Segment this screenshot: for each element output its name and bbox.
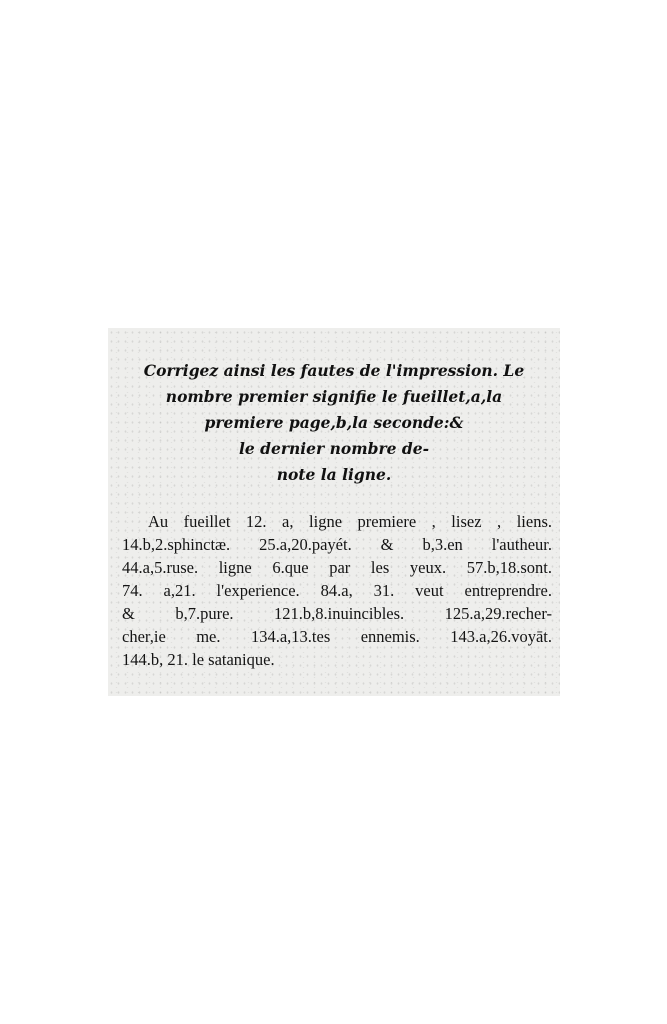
errata-heading <box>108 358 560 488</box>
errata-line: 14.b,2.sphinctæ. 25.a,20.payét. & b,3.en l'autheur. <box>122 535 552 554</box>
errata-line: 74. a,21. l'experience. 84.a, 31. veut entreprendre. <box>122 581 552 600</box>
heading-line: nombre premier signifie le fueillet,a,la <box>165 387 503 406</box>
errata-line: & b,7.pure. 121.b,8.inuincibles. 125.a,29.recher- <box>122 604 552 623</box>
errata-line: 44.a,5.ruse. ligne 6.que par les yeux. 57.b,18.sont. <box>122 558 552 577</box>
errata-line: 144.b, 21. le satanique. <box>122 650 275 669</box>
errata-line: cher,ie me. 134.a,13.tes ennemis. 143.a,26.voyāt. <box>122 627 552 646</box>
errata-list <box>122 510 552 671</box>
heading-line: note la ligne. <box>276 465 392 484</box>
errata-scan <box>108 328 560 696</box>
heading-line: premiere page,b,la seconde:& <box>204 413 464 432</box>
heading-line: Corrigez ainsi les fautes de l'impression. Le <box>143 361 525 380</box>
heading-line: le dernier nombre de- <box>239 439 429 458</box>
errata-line: Au fueillet 12. a, ligne premiere , lisez , liens. <box>148 512 552 531</box>
